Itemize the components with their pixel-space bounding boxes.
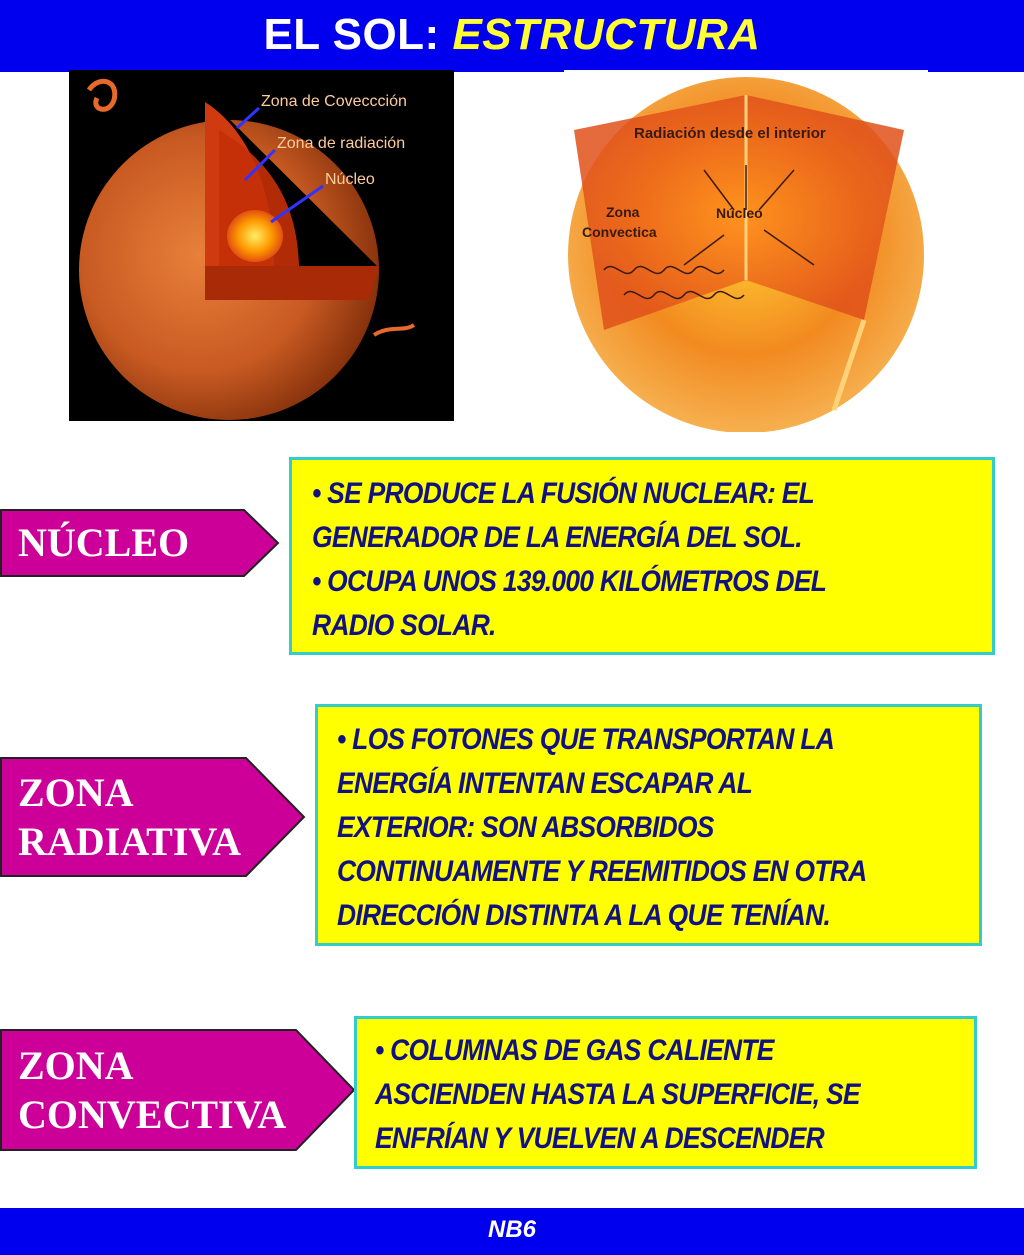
radiativa-line-3: EXTERIOR: SON ABSORBIDOS — [337, 811, 714, 844]
radiativa-line-1: • LOS FOTONES QUE TRANSPORTAN LA — [337, 723, 835, 756]
label-radiativa-line-2: RADIATIVA — [18, 819, 242, 864]
sun-cutaway-image — [69, 70, 454, 421]
radiativa-line-2: ENERGÍA INTENTAN ESCAPAR AL — [337, 767, 753, 800]
label-nucleo-line-1: NÚCLEO — [18, 520, 190, 565]
info-box-zona-convectiva — [354, 1016, 977, 1169]
label-convective: Convectica — [582, 224, 657, 240]
label-radiativa-line-1: ZONA — [18, 770, 134, 815]
info-box-nucleo — [289, 457, 995, 655]
sun-interior-graphic — [564, 70, 928, 432]
title-main: EL SOL: — [263, 10, 453, 59]
title-accent: ESTRUCTURA — [452, 10, 761, 59]
radiativa-line-5: DIRECCIÓN DISTINTA A LA QUE TENÍAN. — [337, 899, 831, 932]
label-arrow-nucleo — [0, 509, 280, 577]
nucleo-line-1: • SE PRODUCE LA FUSIÓN NUCLEAR: EL — [312, 477, 815, 510]
page-title — [263, 10, 760, 60]
footer-text: NB6 — [487, 1216, 536, 1243]
header-bar — [0, 0, 1024, 72]
sun-interior-image — [564, 70, 928, 432]
radiativa-line-4: CONTINUAMENTE Y REEMITIDOS EN OTRA — [337, 855, 867, 888]
label-radiation-interior: Radiación desde el interior — [634, 125, 826, 142]
label-convectiva-line-2: CONVECTIVA — [18, 1092, 287, 1137]
label-convection-zone: Zona de Coveccción — [261, 93, 407, 110]
convectiva-line-2: ASCIENDEN HASTA LA SUPERFICIE, SE — [375, 1078, 860, 1111]
nucleo-line-4: RADIO SOLAR. — [312, 609, 496, 642]
sun-cutaway-graphic — [69, 70, 454, 421]
label-core: Núcleo — [325, 171, 375, 188]
nucleo-line-3: • OCUPA UNOS 139.000 KILÓMETROS DEL — [312, 565, 827, 598]
label-core-right: Núcleo — [716, 205, 763, 221]
convectiva-line-3: ENFRÍAN Y VUELVEN A DESCENDER — [375, 1122, 825, 1155]
footer-bar — [0, 1208, 1024, 1255]
info-box-zona-radiativa — [315, 704, 982, 946]
nucleo-line-2: GENERADOR DE LA ENERGÍA DEL SOL. — [312, 521, 802, 554]
label-zone: Zona — [606, 204, 640, 220]
convectiva-line-1: • COLUMNAS DE GAS CALIENTE — [375, 1034, 774, 1067]
label-convectiva-line-1: ZONA — [18, 1043, 134, 1088]
label-arrow-zona-convectiva — [0, 1029, 356, 1151]
label-arrow-zona-radiativa — [0, 757, 306, 877]
label-radiation-zone: Zona de radiación — [277, 135, 406, 152]
